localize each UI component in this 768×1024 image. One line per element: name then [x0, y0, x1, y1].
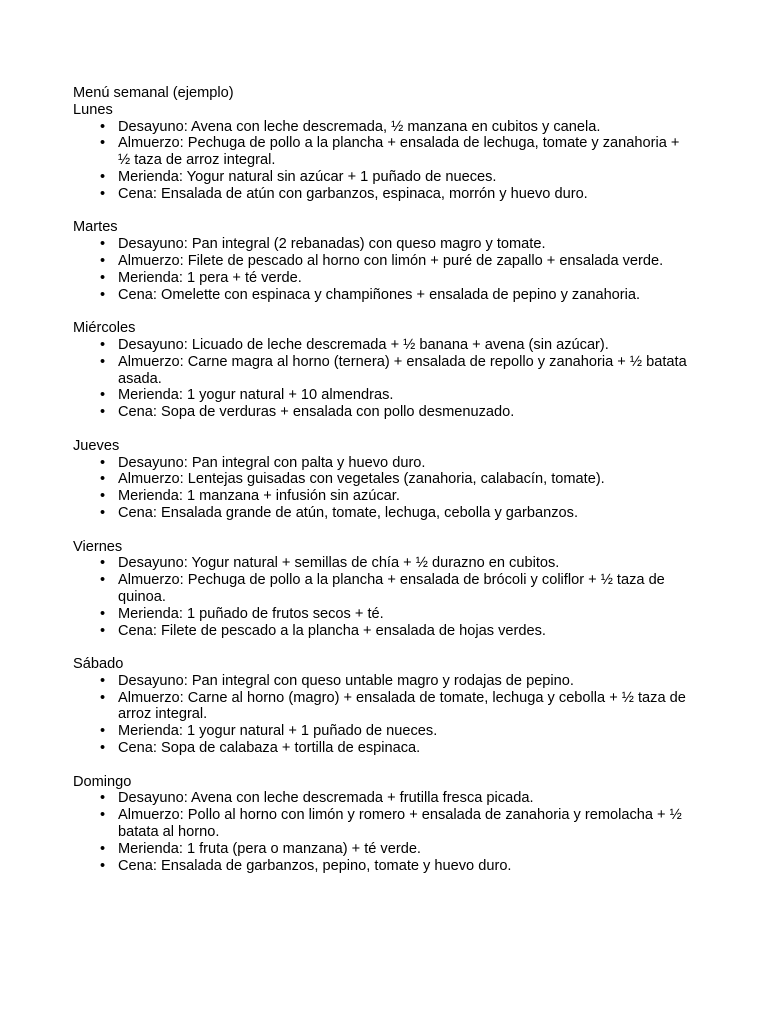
meal-item: [73, 119, 693, 136]
meal-text: Cena: Omelette con espinaca y champiñones + ensalada de pepino y zanahoria.: [118, 286, 641, 303]
meal-list: [73, 455, 693, 522]
meal-item: [73, 455, 693, 472]
meal-item: [73, 841, 693, 858]
meal-item: [73, 404, 693, 421]
bullet-icon: •: [100, 118, 106, 135]
day-heading: Lunes: [73, 101, 113, 118]
meal-item: [73, 740, 693, 757]
meal-text: Almuerzo: Carne magra al horno (ternera) + ensalada de repollo y zanahoria + ½ batata asada.: [118, 353, 687, 387]
bullet-icon: •: [100, 488, 106, 505]
document-page: [73, 85, 693, 874]
bullet-icon: •: [100, 790, 106, 807]
meal-item: [73, 169, 693, 186]
day-heading: Domingo: [73, 773, 132, 790]
bullet-icon: •: [100, 454, 106, 471]
meal-text: Merienda: 1 puñado de frutos secos + té.: [118, 605, 384, 622]
bullet-icon: •: [100, 387, 106, 404]
meal-text: Cena: Filete de pescado a la plancha + ensalada de hojas verdes.: [118, 622, 546, 639]
meal-item: [73, 505, 693, 522]
day-lunes: [73, 102, 693, 203]
bullet-icon: •: [100, 605, 106, 622]
day-sabado: [73, 656, 693, 757]
meal-text: Desayuno: Pan integral con palta y huevo duro.: [118, 454, 426, 471]
meal-list: [73, 555, 693, 639]
meal-item: [73, 790, 693, 807]
meal-list: [73, 790, 693, 874]
bullet-icon: •: [100, 622, 106, 639]
meal-item: [73, 623, 693, 640]
meal-text: Merienda: 1 yogur natural + 1 puñado de nueces.: [118, 723, 438, 740]
meal-item: [73, 186, 693, 203]
day-heading: Viernes: [73, 538, 123, 555]
meal-item: [73, 471, 693, 488]
bullet-icon: •: [100, 672, 106, 689]
meal-text: Desayuno: Pan integral con queso untable magro y rodajas de pepino.: [118, 672, 574, 689]
meal-item: [73, 337, 693, 354]
meal-text: Almuerzo: Filete de pescado al horno con limón + puré de zapallo + ensalada verde.: [118, 252, 664, 269]
bullet-icon: •: [100, 857, 106, 874]
day-heading: Sábado: [73, 656, 124, 673]
meal-text: Desayuno: Pan integral (2 rebanadas) con queso magro y tomate.: [118, 236, 546, 253]
day-martes: [73, 219, 693, 303]
meal-text: Merienda: Yogur natural sin azúcar + 1 puñado de nueces.: [118, 168, 497, 185]
bullet-icon: •: [100, 740, 106, 757]
bullet-icon: •: [100, 840, 106, 857]
bullet-icon: •: [100, 404, 106, 421]
meal-text: Merienda: 1 yogur natural + 10 almendras.: [118, 387, 394, 404]
bullet-icon: •: [100, 236, 106, 253]
meal-item: [73, 572, 693, 606]
meal-item: [73, 606, 693, 623]
meal-text: Cena: Ensalada de atún con garbanzos, espinaca, morrón y huevo duro.: [118, 185, 588, 202]
meal-text: Cena: Sopa de verduras + ensalada con pollo desmenuzado.: [118, 404, 515, 421]
bullet-icon: •: [100, 807, 106, 824]
meal-text: Desayuno: Avena con leche descremada + frutilla fresca picada.: [118, 790, 534, 807]
meal-item: [73, 287, 693, 304]
meal-text: Almuerzo: Lentejas guisadas con vegetales (zanahoria, calabacín, tomate).: [118, 471, 605, 488]
day-heading: Jueves: [73, 437, 120, 454]
bullet-icon: •: [100, 336, 106, 353]
bullet-icon: •: [100, 252, 106, 269]
meal-text: Merienda: 1 manzana + infusión sin azúcar.: [118, 488, 400, 505]
meal-item: [73, 858, 693, 875]
day-domingo: [73, 774, 693, 875]
meal-text: Cena: Ensalada de garbanzos, pepino, tomate y huevo duro.: [118, 857, 512, 874]
meal-item: [73, 135, 693, 169]
day-miercoles: [73, 320, 693, 421]
meal-list: [73, 236, 693, 303]
bullet-icon: •: [100, 689, 106, 706]
day-jueves: [73, 438, 693, 522]
meal-list: [73, 119, 693, 203]
meal-item: [73, 690, 693, 724]
meal-text: Cena: Ensalada grande de atún, tomate, lechuga, cebolla y garbanzos.: [118, 504, 579, 521]
bullet-icon: •: [100, 135, 106, 152]
bullet-icon: •: [100, 504, 106, 521]
day-heading: Miércoles: [73, 320, 136, 337]
meal-list: [73, 337, 693, 421]
meal-text: Almuerzo: Pechuga de pollo a la plancha + ensalada de lechuga, tomate y zanahoria + ½ taza de arroz integral.: [118, 135, 680, 169]
meal-item: [73, 673, 693, 690]
bullet-icon: •: [100, 269, 106, 286]
day-heading: Martes: [73, 219, 118, 236]
meal-text: Almuerzo: Carne al horno (magro) + ensalada de tomate, lechuga y cebolla + ½ taza de arroz integral.: [118, 689, 686, 723]
page-title: Menú semanal (ejemplo): [73, 85, 234, 101]
meal-item: [73, 723, 693, 740]
meal-list: [73, 673, 693, 757]
meal-text: Merienda: 1 fruta (pera o manzana) + té verde.: [118, 840, 421, 857]
meal-text: Desayuno: Yogur natural + semillas de chía + ½ durazno en cubitos.: [118, 555, 560, 572]
bullet-icon: •: [100, 555, 106, 572]
meal-text: Cena: Sopa de calabaza + tortilla de espinaca.: [118, 740, 421, 757]
bullet-icon: •: [100, 572, 106, 589]
meal-text: Desayuno: Licuado de leche descremada + ½ banana + avena (sin azúcar).: [118, 336, 609, 353]
meal-text: Desayuno: Avena con leche descremada, ½ manzana en cubitos y canela.: [118, 118, 601, 135]
bullet-icon: •: [100, 723, 106, 740]
meal-item: [73, 807, 693, 841]
day-viernes: [73, 539, 693, 640]
meal-text: Merienda: 1 pera + té verde.: [118, 269, 302, 286]
meal-item: [73, 236, 693, 253]
meal-item: [73, 555, 693, 572]
bullet-icon: •: [100, 286, 106, 303]
bullet-icon: •: [100, 471, 106, 488]
meal-item: [73, 270, 693, 287]
bullet-icon: •: [100, 185, 106, 202]
bullet-icon: •: [100, 168, 106, 185]
meal-text: Almuerzo: Pechuga de pollo a la plancha + ensalada de brócoli y coliflor + ½ taza de quinoa.: [118, 572, 665, 605]
meal-item: [73, 488, 693, 505]
meal-item: [73, 387, 693, 404]
meal-item: [73, 354, 693, 388]
bullet-icon: •: [100, 353, 106, 370]
meal-text: Almuerzo: Pollo al horno con limón y romero + ensalada de zanahoria y remolacha + ½ batata al horno.: [118, 807, 682, 841]
meal-item: [73, 253, 693, 270]
